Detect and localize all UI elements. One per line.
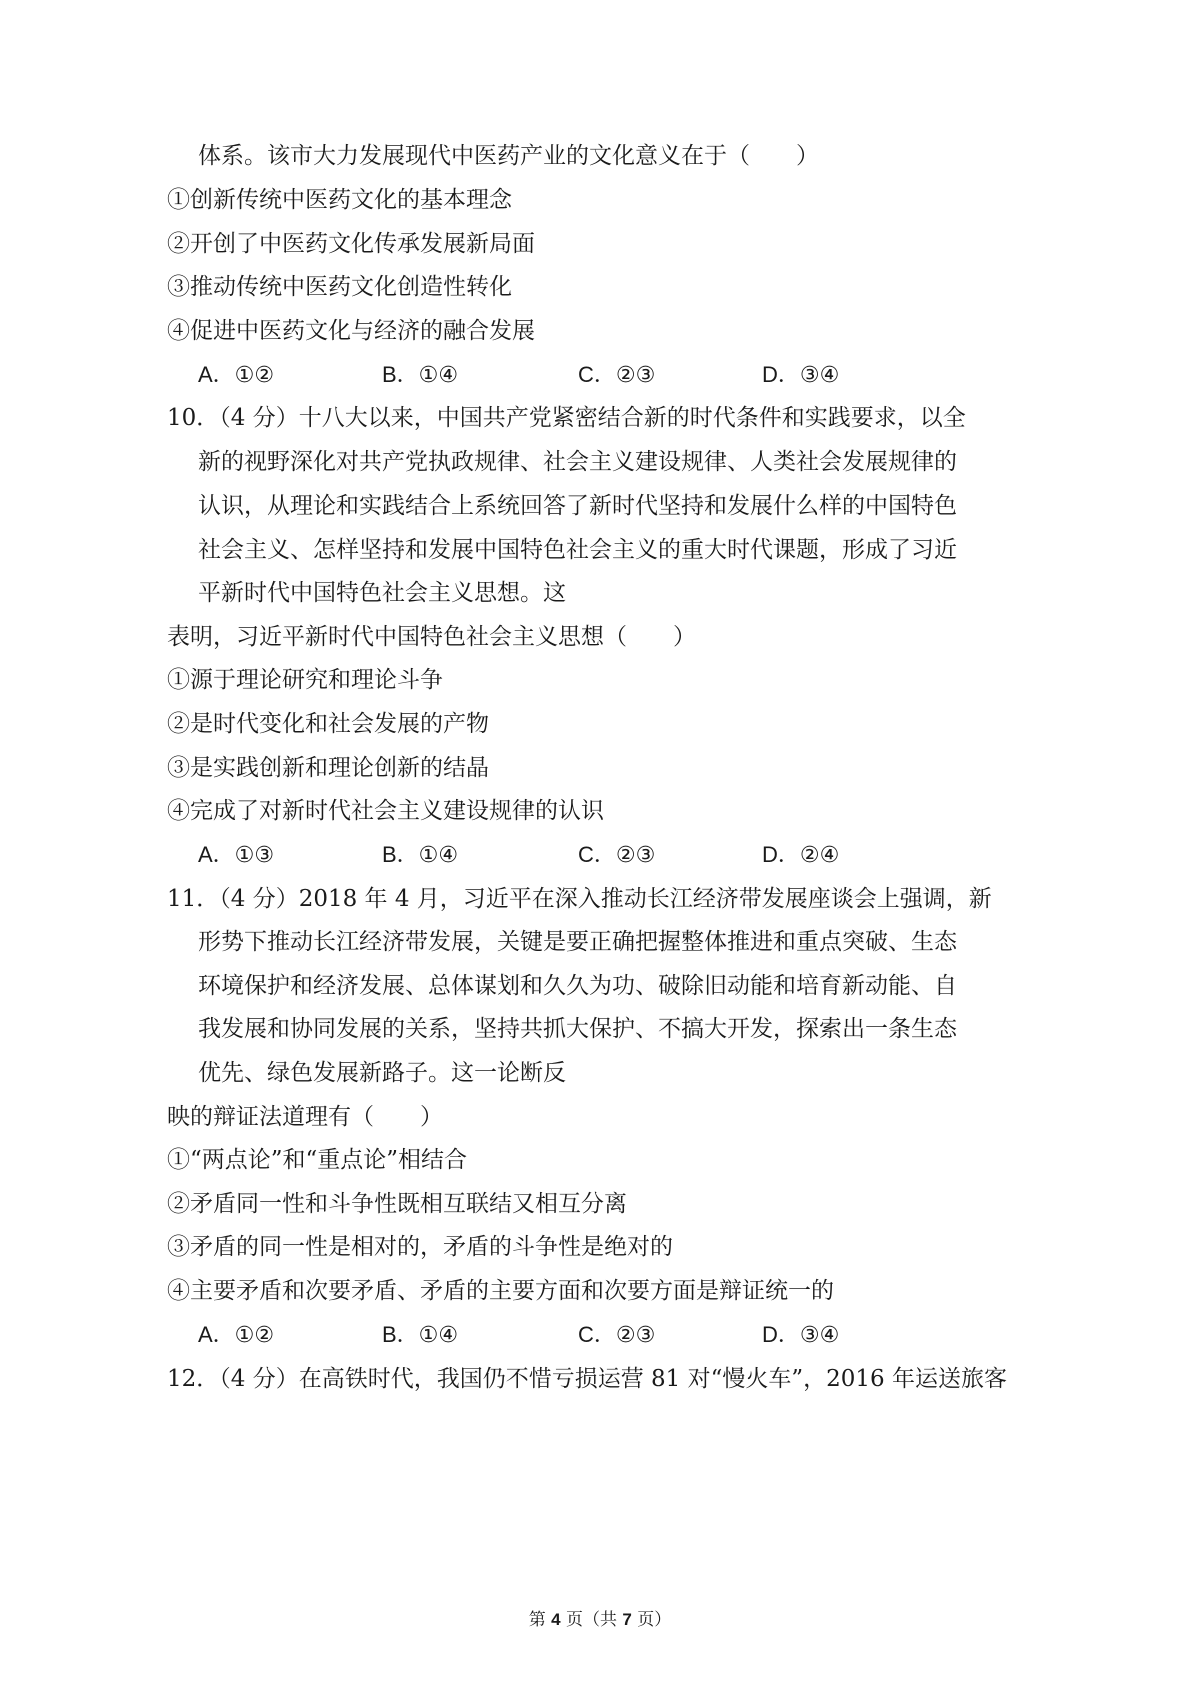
- q11-stem-line-3: 环境保护和经济发展、总体谋划和久久为功、破除旧动能和培育新动能、自: [198, 973, 957, 999]
- q11-item-2: ②矛盾同一性和斗争性既相互联结又相互分离: [167, 1191, 627, 1217]
- q10-stem-line-2: 新的视野深化对共产党执政规律、社会主义建设规律、人类社会发展规律的: [198, 449, 957, 475]
- q9-option-a: A．①②: [198, 362, 275, 387]
- footer-suffix: 页）: [631, 1610, 672, 1630]
- q9-option-b: B．①④: [382, 362, 459, 387]
- footer-prefix: 第: [528, 1610, 552, 1630]
- q10-stem-line-6: 表明，习近平新时代中国特色社会主义思想（ ）: [167, 624, 696, 650]
- q10-option-c: C．②③: [578, 842, 656, 867]
- q10-stem-line-4: 社会主义、怎样坚持和发展中国特色社会主义的重大时代课题，形成了习近: [198, 537, 957, 563]
- q11-item-1: ①“两点论”和“重点论”相结合: [167, 1147, 468, 1173]
- q11-option-b: B．①④: [382, 1322, 459, 1347]
- q10-item-3: ③是实践创新和理论创新的结晶: [167, 755, 489, 781]
- q9-item-3: ③推动传统中医药文化创造性转化: [167, 274, 512, 300]
- page-footer: [0, 1608, 1200, 1632]
- q11-stem-line-5: 优先、绿色发展新路子。这一论断反: [198, 1060, 566, 1086]
- q9-option-c: C．②③: [578, 362, 656, 387]
- q11-stem-line-6: 映的辩证法道理有（ ）: [167, 1104, 443, 1130]
- q11-item-4: ④主要矛盾和次要矛盾、矛盾的主要方面和次要方面是辩证统一的: [167, 1278, 834, 1304]
- footer-page-number: 4: [551, 1610, 561, 1629]
- q11-stem-line-1: 11．（4 分）2018 年 4 月，习近平在深入推动长江经济带发展座谈会上强调，新: [167, 886, 992, 912]
- q9-item-4: ④促进中医药文化与经济的融合发展: [167, 318, 535, 344]
- q10-item-1: ①源于理论研究和理论斗争: [167, 667, 443, 693]
- q9-item-2: ②开创了中医药文化传承发展新局面: [167, 231, 535, 257]
- q11-stem-line-4: 我发展和协同发展的关系，坚持共抓大保护、不搞大开发，探索出一条生态: [198, 1016, 957, 1042]
- q11-item-3: ③矛盾的同一性是相对的，矛盾的斗争性是绝对的: [167, 1234, 673, 1260]
- q9-option-d: D．③④: [762, 362, 840, 387]
- footer-middle: 页（共: [560, 1610, 623, 1630]
- q11-option-d: D．③④: [762, 1322, 840, 1347]
- q12-stem-line-1: 12．（4 分）在高铁时代，我国仍不惜亏损运营 81 对“慢火车”，2016 年运送旅客: [167, 1366, 1007, 1392]
- q10-option-a: A．①③: [198, 842, 275, 867]
- q10-item-2: ②是时代变化和社会发展的产物: [167, 711, 489, 737]
- q10-stem-line-5: 平新时代中国特色社会主义思想。这: [198, 580, 566, 606]
- footer-total-pages: 7: [622, 1610, 632, 1629]
- q10-item-4: ④完成了对新时代社会主义建设规律的认识: [167, 798, 604, 824]
- q10-stem-line-3: 认识，从理论和实践结合上系统回答了新时代坚持和发展什么样的中国特色: [198, 493, 957, 519]
- q9-stem-tail: 体系。该市大力发展现代中医药产业的文化意义在于（ ）: [198, 143, 819, 169]
- q10-option-b: B．①④: [382, 842, 459, 867]
- q10-stem-line-1: 10．（4 分）十八大以来，中国共产党紧密结合新的时代条件和实践要求，以全: [167, 405, 966, 431]
- q9-item-1: ①创新传统中医药文化的基本理念: [167, 187, 512, 213]
- q10-option-d: D．②④: [762, 842, 840, 867]
- q11-option-c: C．②③: [578, 1322, 656, 1347]
- q11-stem-line-2: 形势下推动长江经济带发展，关键是要正确把握整体推进和重点突破、生态: [198, 929, 957, 955]
- q11-option-a: A．①②: [198, 1322, 275, 1347]
